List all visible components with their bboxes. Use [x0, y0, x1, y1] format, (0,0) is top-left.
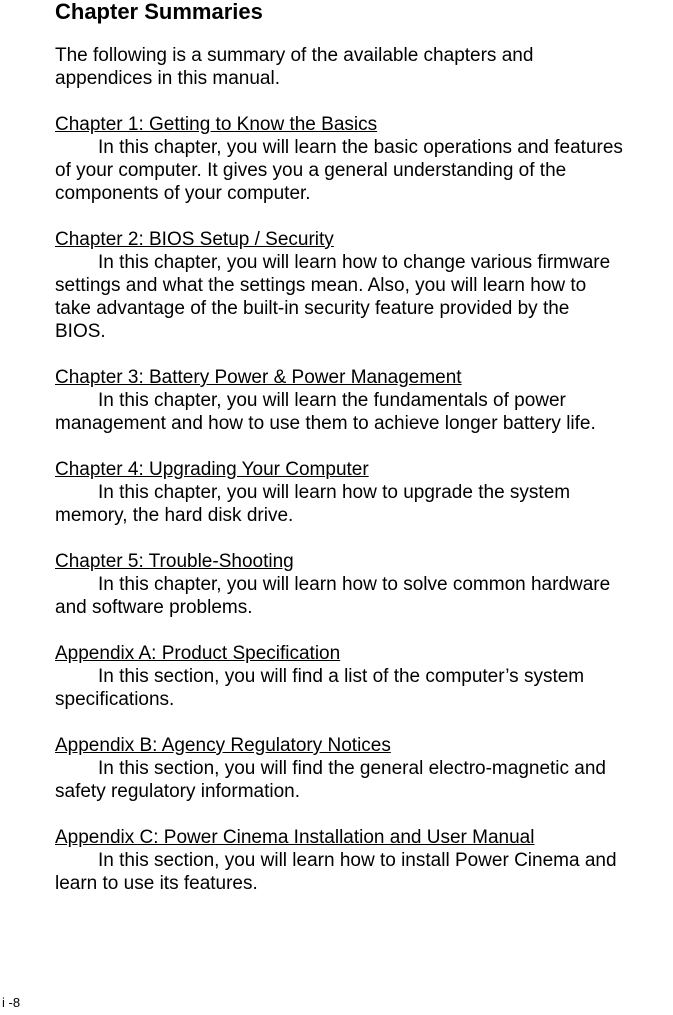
chapter-heading: Chapter 3: Battery Power & Power Management	[55, 367, 462, 388]
chapter-summary	[55, 734, 673, 803]
chapter-description-line: memory, the hard disk drive.	[55, 505, 294, 526]
chapter-description-line: settings and what the settings mean. Also, you will learn how to	[55, 275, 587, 296]
chapter-description-line: of your computer. It gives you a general understanding of the	[55, 160, 567, 181]
spacer	[55, 343, 673, 366]
spacer	[55, 90, 673, 113]
chapter-heading: Chapter 5: Trouble-Shooting	[55, 551, 294, 572]
chapter-heading: Appendix B: Agency Regulatory Notices	[55, 735, 391, 756]
spacer	[55, 527, 673, 550]
chapter-summary	[55, 458, 673, 527]
page-title: Chapter Summaries	[55, 0, 263, 24]
page-number: i -8	[2, 995, 21, 1010]
spacer	[55, 435, 673, 458]
chapter-description-line: specifications.	[55, 689, 175, 710]
chapter-heading: Appendix A: Product Specification	[55, 643, 341, 664]
chapter-description-line: In this chapter, you will learn how to upgrade the system	[98, 482, 571, 503]
chapter-heading: Chapter 4: Upgrading Your Computer	[55, 459, 369, 480]
chapter-description-line: In this section, you will find a list of the computer’s system	[98, 666, 585, 687]
chapter-summary	[55, 228, 673, 343]
intro-paragraph	[55, 44, 673, 90]
document-body	[55, 44, 673, 895]
spacer	[55, 619, 673, 642]
intro-line: appendices in this manual.	[55, 68, 280, 89]
chapter-description-line: In this section, you will find the general electro-magnetic and	[98, 758, 606, 779]
intro-line: The following is a summary of the available chapters and	[55, 45, 534, 66]
spacer	[55, 205, 673, 228]
chapter-heading: Appendix C: Power Cinema Installation and User Manual	[55, 827, 535, 848]
chapter-description-line: In this chapter, you will learn the basic operations and features	[98, 137, 623, 158]
chapter-description-line: In this section, you will learn how to install Power Cinema and	[98, 850, 617, 871]
chapter-description-line: In this chapter, you will learn the fundamentals of power	[98, 390, 566, 411]
chapter-summary	[55, 826, 673, 895]
spacer	[55, 803, 673, 826]
chapter-description-line: In this chapter, you will learn how to solve common hardware	[98, 574, 611, 595]
chapter-description-line: components of your computer.	[55, 183, 311, 204]
chapter-summary	[55, 113, 673, 205]
chapter-heading: Chapter 1: Getting to Know the Basics	[55, 114, 378, 135]
chapter-description-line: and software problems.	[55, 597, 253, 618]
chapter-description-line: learn to use its features.	[55, 873, 258, 894]
chapter-description-line: In this chapter, you will learn how to change various firmware	[98, 252, 611, 273]
spacer	[55, 711, 673, 734]
chapter-summary	[55, 550, 673, 619]
chapter-description-line: take advantage of the built-in security feature provided by the	[55, 298, 570, 319]
chapter-description-line: BIOS.	[55, 321, 106, 342]
chapter-description-line: safety regulatory information.	[55, 781, 301, 802]
chapter-summary	[55, 366, 673, 435]
chapter-heading: Chapter 2: BIOS Setup / Security	[55, 229, 334, 250]
chapter-description-line: management and how to use them to achieve longer battery life.	[55, 413, 596, 434]
chapter-summary	[55, 642, 673, 711]
